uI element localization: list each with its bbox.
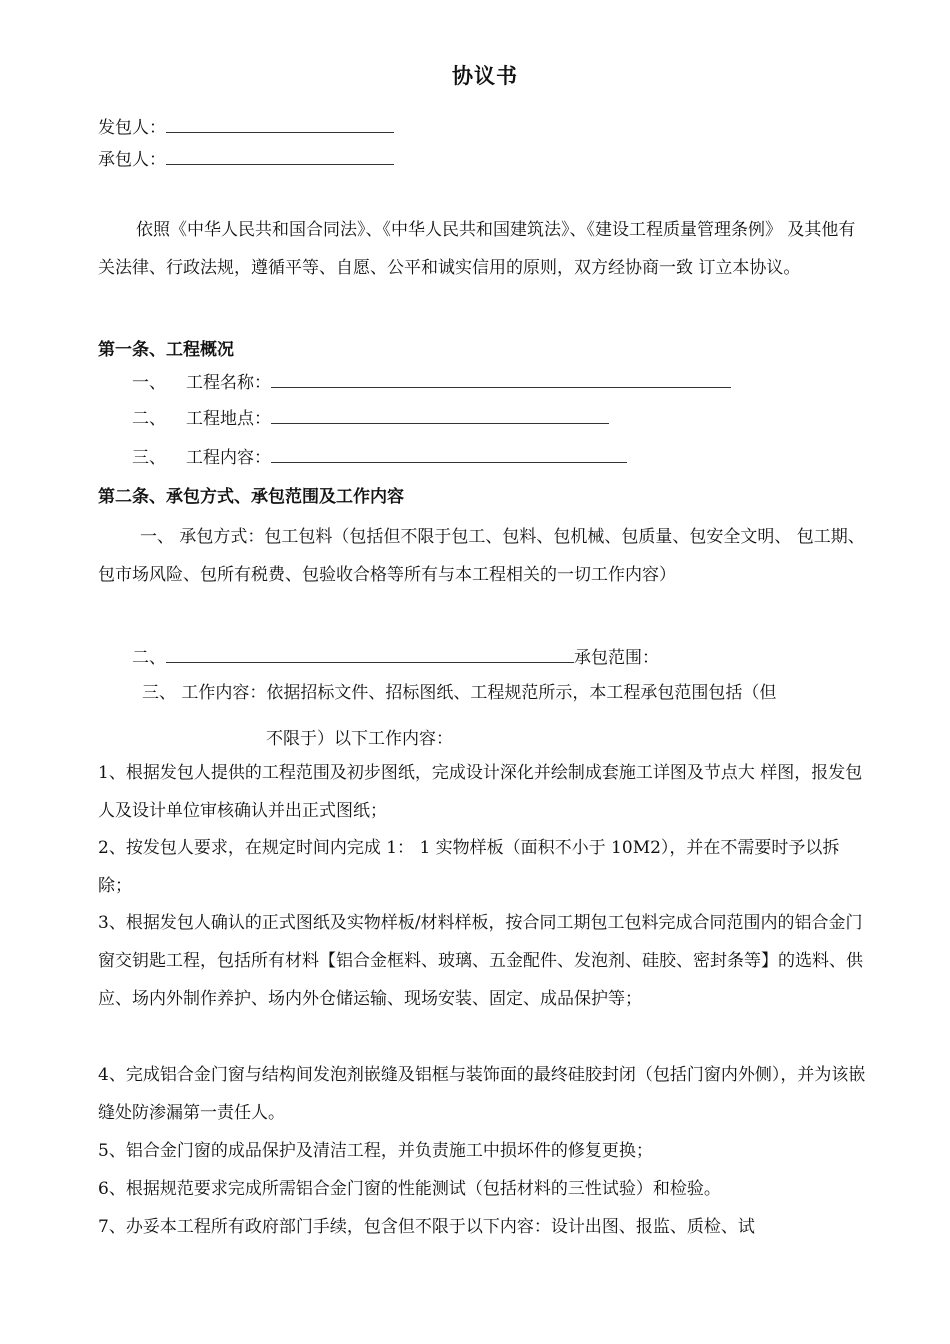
document-title: 协议书 bbox=[452, 63, 518, 88]
employer-label: 发包人： bbox=[98, 118, 166, 138]
contract-mode-paragraph: 一、 承包方式：包工包料（包括但不限于包工、包料、包机械、包质量、包安全文明、 包工期、包市场风险、包所有税费、包验收合格等所有与本工程相关的一切工作内容） bbox=[98, 527, 865, 585]
project-location-blank bbox=[271, 407, 609, 424]
clause-4: 4、完成铝合金门窗与结构间发泡剂嵌缝及铝框与装饰面的最终硅胶封闭（包括门窗内外侧），并为该嵌缝处防渗漏第一责任人。 bbox=[98, 1065, 866, 1123]
scope-num: 二、 bbox=[132, 648, 166, 668]
clause-5: 5、铝合金门窗的成品保护及清洁工程，并负责施工中损坏件的修复更换； bbox=[98, 1141, 653, 1161]
work-content-line-2: 不限于）以下工作内容： bbox=[266, 729, 453, 749]
scope-blank bbox=[166, 646, 574, 663]
project-location-line bbox=[132, 407, 609, 430]
intro-paragraph: 依照《中华人民共和国合同法》、《中华人民共和国建筑法》、《建设工程质量管理条例》 及其他有关法律、行政法规，遵循平等、自愿、公平和诚实信用的原则，双方经协商一致 订立本协议。 bbox=[98, 220, 856, 278]
clause-1: 1、根据发包人提供的工程范围及初步图纸，完成设计深化并绘制成套施工详图及节点大 样图，报发包人及设计单位审核确认并出正式图纸； bbox=[98, 763, 863, 821]
employer-blank bbox=[166, 116, 394, 133]
work-content-line-1: 三、 工作内容：依据招标文件、招标图纸、工程规范所示，本工程承包范围包括（但 bbox=[142, 683, 777, 703]
clause-2: 2、按发包人要求，在规定时间内完成 1： 1 实物样板（面积不小于 10M2），并在不需要时予以拆除； bbox=[98, 838, 840, 896]
project-name-blank bbox=[271, 371, 731, 388]
project-location-label: 工程地点： bbox=[186, 409, 271, 429]
article2-heading: 第二条、承包方式、承包范围及工作内容 bbox=[98, 487, 404, 507]
clause-6: 6、根据规范要求完成所需铝合金门窗的性能测试（包括材料的三性试验）和检验。 bbox=[98, 1179, 721, 1199]
article1-heading: 第一条、工程概况 bbox=[98, 340, 234, 360]
clause-7: 7、办妥本工程所有政府部门手续，包含但不限于以下内容：设计出图、报监、质检、试 bbox=[98, 1217, 755, 1237]
contractor-line bbox=[98, 148, 394, 171]
project-content-blank bbox=[271, 446, 627, 463]
project-content-line bbox=[132, 446, 627, 469]
project-name-label: 工程名称： bbox=[186, 373, 271, 393]
project-name-line bbox=[132, 371, 731, 394]
scope-line bbox=[132, 646, 659, 669]
item-num: 三、 bbox=[132, 448, 166, 468]
employer-line bbox=[98, 116, 394, 139]
contractor-blank bbox=[166, 148, 394, 165]
item-num: 二、 bbox=[132, 409, 166, 429]
project-content-label: 工程内容： bbox=[186, 448, 271, 468]
scope-label: 承包范围： bbox=[574, 648, 659, 668]
contractor-label: 承包人： bbox=[98, 150, 166, 170]
item-num: 一、 bbox=[132, 373, 166, 393]
clause-3: 3、根据发包人确认的正式图纸及实物样板/材料样板，按合同工期包工包料完成合同范围内的铝合金门窗交钥匙工程，包括所有材料【铝合金框料、玻璃、五金配件、发泡剂、硅胶、密封条等】的选料、供应、场内外制作养护、场内外仓储运输、现场安装、固定、成品保护等； bbox=[98, 913, 863, 1009]
